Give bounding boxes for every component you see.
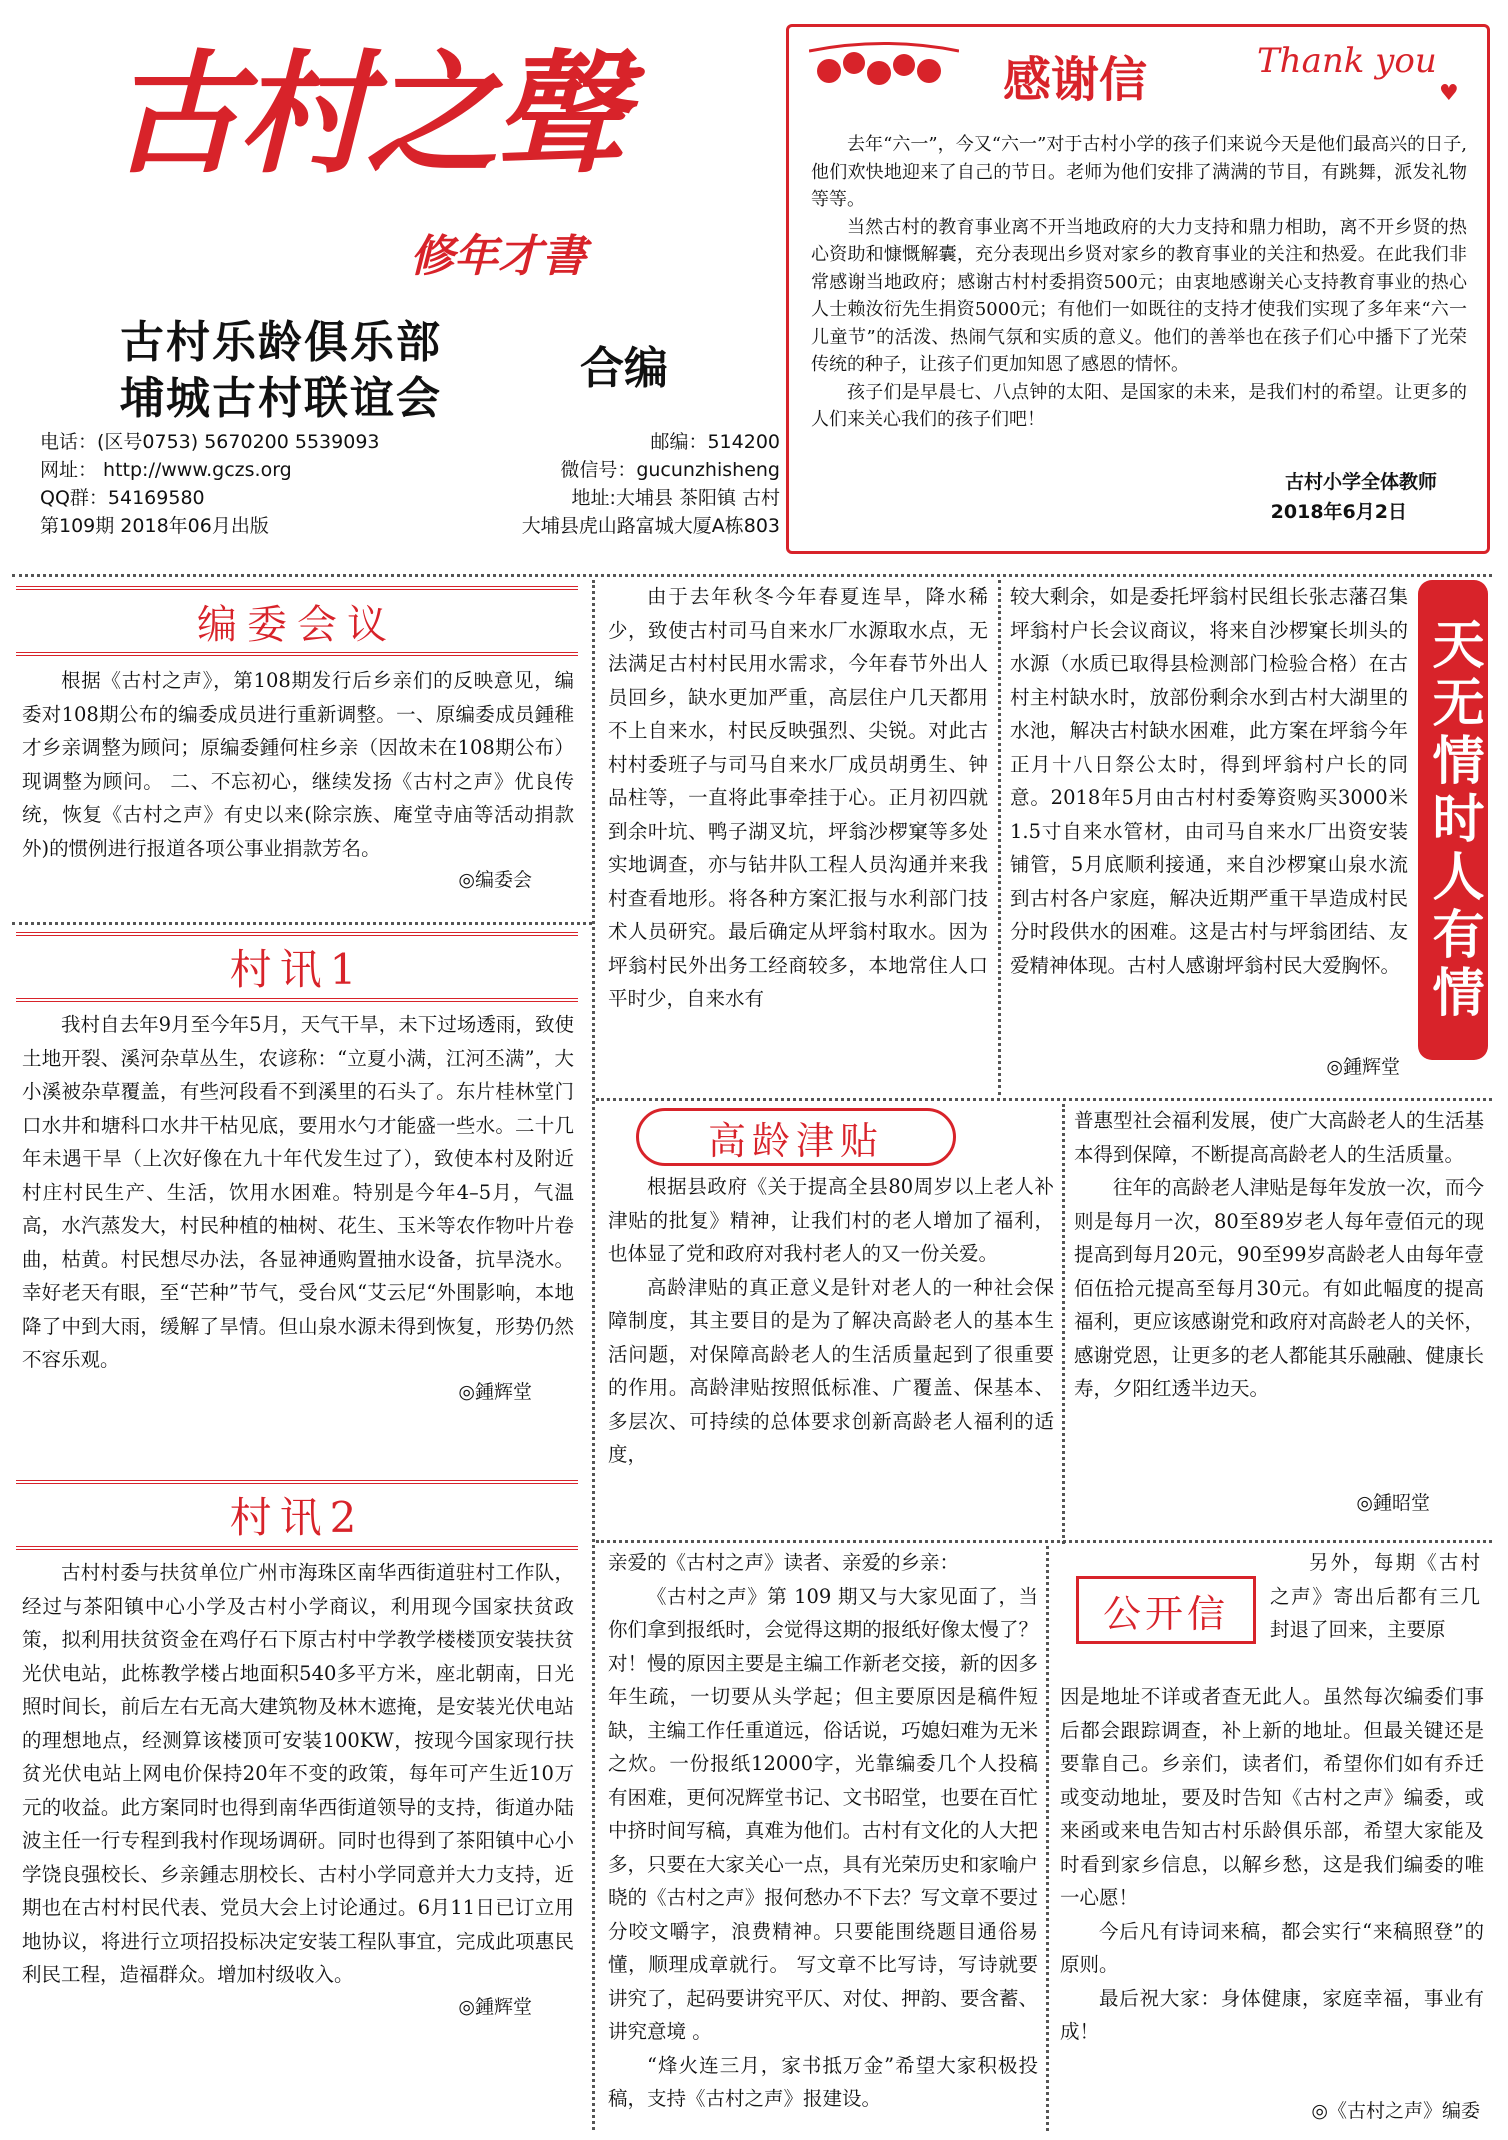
qq-group: QQ群：54169580	[40, 487, 205, 509]
divider	[12, 922, 592, 925]
paragraph: 高龄津贴的真正意义是针对老人的一种社会保障制度，其主要目的是为了解决高龄老人的基本生活问题，对保障高龄老人的生活质量起到了很重要的作用。高龄津贴按照低标准、广覆盖、保基本、多层次、可持续的总体要求创新高龄老人福利的适度，	[608, 1275, 1054, 1466]
section-title: 高龄津贴	[707, 1118, 884, 1163]
author: ◎编委会	[458, 869, 532, 891]
salutation: 亲爱的《古村之声》读者、亲爱的乡亲：	[608, 1551, 960, 1574]
subsidy-col-2	[1074, 1104, 1484, 1406]
paragraph: “烽火连三月，家书抵万金”希望大家积极投稿，支持《古村之声》报建设。	[608, 2053, 1038, 2110]
thank-you-para-1: 去年“六一”，今又“六一”对于古村小学的孩子们来说今天是他们最高兴的日子,他们欢快地迎来了自己的节日。老师为他们安排了满满的节目，有跳舞，派发礼物等等。	[811, 134, 1467, 210]
village-news-2	[12, 1480, 582, 2130]
author: ◎鍾辉堂	[1326, 1056, 1400, 1078]
phone: 电话：(区号0753) 5670200 5539093	[40, 431, 380, 453]
paragraph: 根据县政府《关于提高全县80周岁以上老人补津贴的批复》精神，让我们村的老人增加了福利，也体显了党和政府对我村老人的又一份关爱。	[608, 1175, 1054, 1265]
address-line-2: 大埔县虎山路富城大厦A栋803	[521, 515, 780, 537]
divider	[998, 580, 1001, 1095]
thank-you-date: 2018年6月2日	[1270, 501, 1407, 523]
paragraph: 因是地址不详或者查无此人。虽然每次编委们事后都会跟踪调查，补上新的地址。但最关键还是要靠自己。乡亲们，读者们，希望你们如有乔迁或变动地址，要及时告知《古村之声》编委，或来函或来电告知古村乐龄俱乐部，希望大家能及时看到家乡信息，以解乡愁，这是我们编委的唯一心愿！	[1060, 1685, 1484, 1909]
village-news-1	[12, 928, 582, 1488]
water-story	[600, 580, 1490, 1100]
open-letter	[600, 1546, 1490, 2136]
section-body: 根据《古村之声》，第108期发行后乡亲们的反映意见，编委对108期公布的编委成员进行重新调整。一、原编委成员鍾稚才乡亲调整为顾问；原编委鍾何柱乡亲（因故未在108期公布）现调整为顾问。 二、不忘初心，继续发扬《古村之声》优良传统，恢复《古村之声》有史以来(除宗族、庵堂寺庙等活动捐款外)的惯例进行报道各项公事业捐款芳名。	[22, 669, 574, 860]
thank-you-script: Thank you	[1257, 41, 1437, 81]
open-letter-col-2	[1060, 1680, 1484, 2049]
section-title: 村讯1	[229, 945, 365, 994]
headline-banner	[1418, 580, 1488, 1060]
section-title-box	[636, 1108, 956, 1166]
postcode: 邮编：514200	[650, 431, 780, 453]
section-title: 公开信	[1102, 1591, 1229, 1636]
section-title-box	[1076, 1576, 1256, 1644]
thank-you-title: 感谢信	[1003, 52, 1148, 108]
calligrapher-signature: 修年才書	[410, 231, 586, 282]
masthead-title: 古村之聲	[110, 37, 622, 192]
divider	[592, 580, 595, 2130]
publisher-line-1: 古村乐龄俱乐部	[120, 317, 442, 368]
open-letter-col-1	[608, 1546, 1038, 2116]
subsidy-col-1	[608, 1170, 1054, 1472]
divider	[1062, 1104, 1065, 1544]
headline-text: 天无情时人有情	[1423, 617, 1483, 1023]
water-story-col-2: 较大剩余，如是委托坪翁村民组长张志藩召集坪翁村户长会议商议，将来自沙椤窠长圳头的水源（水质已取得县检测部门检验合格）在古村主村缺水时，放部份剩余水到古村大湖里的水池，解决古村缺水困难，此方案在坪翁今年正月十八日祭公太时，得到坪翁村户长的同意。2018年5月由古村村委筹资购买3000米1.5寸自来水管材，由司马自来水厂出资安装铺管，5月底顺利接通，来自沙椤窠山泉水流到古村各户家庭，解决近期严重干旱造成村民分时段供水的困难。这是古村与坪翁团结、友爱精神体现。古村人感谢坪翁村民大爱胸怀。	[1010, 585, 1408, 977]
heart-icon: ♥	[1439, 81, 1459, 106]
publisher-suffix: 合编	[580, 343, 668, 394]
issue-info: 第109期 2018年06月出版	[40, 515, 269, 537]
divider	[1046, 1546, 1049, 2131]
thank-you-para-2: 当然古村的教育事业离不开当地政府的大力支持和鼎力相助，离不开乡贤的热心资助和慷慨解囊，充分表现出乡贤对家乡的教育事业的关注和热爱。在此我们非常感谢当地政府；感谢古村村委捐资500元；由衷地感谢关心支持教育事业的热心人士赖汝衍先生捐资5000元；有他们一如既往的支持才使我们实现了多年来“六一儿童节”的活泼、热闹气氛和实质的意义。他们的善举也在孩子们心中播下了光荣传统的种子，让孩子们更加知恩了感恩的情怀。	[811, 216, 1467, 375]
divider	[12, 574, 1492, 577]
address-line-1: 地址:大埔县 茶阳镇 古村	[571, 487, 780, 509]
paragraph: 今后凡有诗词来稿，都会实行“来稿照登”的原则。	[1060, 1919, 1484, 1976]
open-letter-col-2-top: 另外，每期《古村之声》寄出后都有三几封退了回来，主要原	[1270, 1551, 1480, 1641]
water-story-col-1: 由于去年秋冬今年春夏连旱，降水稀少，致使古村司马自来水厂水源取水点，无法满足古村村民用水需求，今年春节外出人员回乡，缺水更加严重，高层住户几天都用不上自来水，村民反映强烈、尖锐。对此古村村委班子与司马自来水厂成员胡勇生、钟品柱等，一直将此事牵挂于心。正月初四就到余叶坑、鸭子湖叉坑，坪翁沙椤窠等多处实地调查，亦与钻井队工程人员沟通并来我村查看地形。将各种方案汇报与水利部门技术人员研究。最后确定从坪翁村取水。因为坪翁村民外出务工经商较多，本地常住人口平时少，自来水有	[608, 585, 988, 1010]
elderly-subsidy	[600, 1104, 1490, 1604]
section-body: 我村自去年9月至今年5月，天气干旱，未下过场透雨，致使土地开裂、溪河杂草丛生，农谚称：“立夏小满，江河丕满”，大小溪被杂草覆盖，有些河段看不到溪里的石头了。东片桂林堂门口水井和塘科口水井干枯见底，要用水勺才能盛一些水。二十几年未遇干旱（上次好像在九十年代发生过了），致使本村及附近村庄村民生产、生活，饮用水困难。特别是今年4–5月，气温高，水汽蒸发大，村民种植的柚树、花生、玉米等农作物叶片卷曲，枯黄。村民想尽办法，各显神通购置抽水设备，抗旱浇水。幸好老天有眼，至“芒种”节气，受台风“艾云尼“外围影响，本地降了中到大雨，缓解了旱情。但山泉水源未得到恢复，形势仍然不容乐观。	[22, 1013, 574, 1371]
section-body: 古村村委与扶贫单位广州市海珠区南华西街道驻村工作队，经过与茶阳镇中心小学及古村小学商议，利用现今国家扶贫政策，拟利用扶贫资金在鸡仔石下原古村中学教学楼楼顶安装扶贫光伏电站，此栋教学楼占地面积540多平方米，座北朝南，日光照时间长，前后左右无高大建筑物及林木遮掩，是安装光伏电站的理想地点，经测算该楼顶可安装100KW，按现今国家现行扶贫光伏电站上网电价保持20年不变的政策，每年可产生近10万元的收益。此方案同时也得到南华西街道领导的支持，街道办陆波主任一行专程到我村作现场调研。同时也得到了茶阳镇中心小学饶良强校长、乡亲鍾志朋校长、古村小学同意并大力支持，近期也在古村村民代表、党员大会上讨论通过。6月11日已订立用地协议，将进行立项招投标决定安装工程队事宜，完成此项惠民利民工程，造福群众。增加村级收入。	[22, 1561, 574, 1986]
publisher-line-2: 埔城古村联谊会	[120, 373, 442, 424]
divider	[596, 1540, 1492, 1543]
thank-you-letter	[786, 24, 1490, 554]
author: ◎鍾辉堂	[458, 1995, 532, 2018]
thank-you-para-3: 孩子们是早晨七、八点钟的太阳、是国家的未来，是我们村的希望。让更多的人们来关心我们的孩子们吧！	[811, 381, 1467, 430]
thank-you-body	[811, 131, 1467, 434]
author: ◎鍾辉堂	[458, 1380, 532, 1403]
paragraph: 普惠型社会福利发展，使广大高龄老人的生活基本得到保障，不断提高高龄老人的生活质量。	[1074, 1109, 1484, 1166]
thank-you-signature: 古村小学全体教师	[1284, 471, 1437, 493]
editorial-meeting	[12, 580, 582, 920]
website[interactable]: 网址： http://www.gczs.org	[40, 459, 292, 481]
paragraph: 往年的高龄老人津贴是每年发放一次，而今则是每月一次，80至89岁老人每年壹佰元的现提高到每月20元，90至99岁高龄老人由每年壹佰伍拾元提高至每月30元。有如此幅度的提高福利，更应该感谢党和政府对高龄老人的关怀，感谢党恩，让更多的老人都能其乐融融、健康长寿，夕阳红透半边天。	[1074, 1176, 1484, 1400]
wechat: 微信号：gucunzhisheng	[560, 459, 780, 481]
divider	[596, 1098, 1492, 1101]
author: ◎鍾昭堂	[1356, 1492, 1430, 1514]
masthead-info	[40, 428, 780, 540]
author: ◎《古村之声》编委	[1311, 2100, 1480, 2122]
paragraph: 最后祝大家：身体健康，家庭幸福，事业有成！	[1060, 1986, 1484, 2043]
section-title: 村讯2	[229, 1493, 365, 1542]
paragraph: 《古村之声》第 109 期又与大家见面了，当你们拿到报纸时，会觉得这期的报纸好像太慢了？对！慢的原因主要是主编工作新老交接，新的因多年生疏，一切要从头学起；但主要原因是稿件短缺，主编工作任重道远，俗话说，巧媳妇难为无米之炊。一份报纸12000字，光靠编委几个人投稿有困难，更何况辉堂书记、文书昭堂，也要在百忙中挤时间写稿，真难为他们。古村有文化的人大把多，只要在大家关心一点，具有光荣历史和家喻户晓的《古村之声》报何愁办不下去？写文章不要过分咬文嚼字，浪费精神。只要能围绕题目通俗易懂，顺理成章就行。 写文章不比写诗，写诗就要讲究了，起码要讲究平仄、对仗、押韵、要含蓄、讲究意境 。	[608, 1584, 1038, 2043]
section-title: 编委会议	[197, 601, 397, 648]
firecracker-decoration	[809, 41, 959, 101]
